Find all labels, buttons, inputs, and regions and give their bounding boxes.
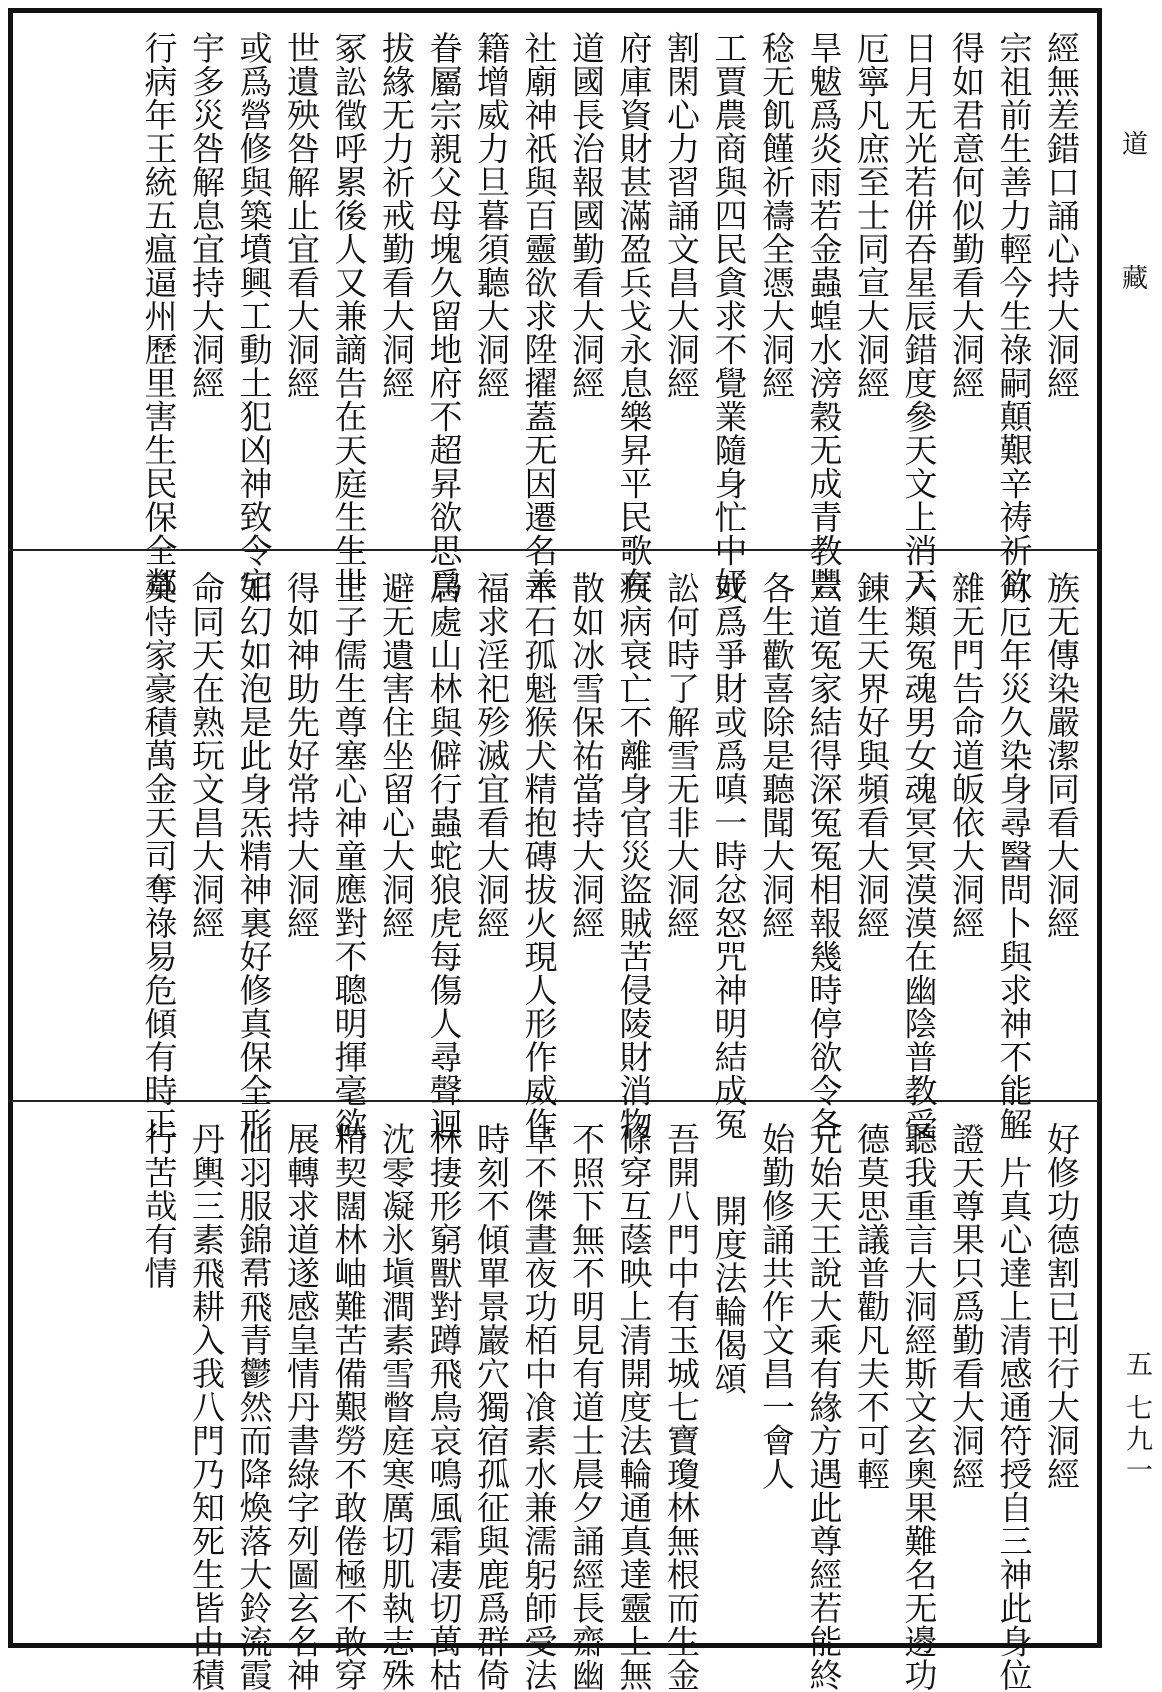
text-column: 一片真心達上清感通符授自三神此身位 bbox=[994, 1122, 1034, 1692]
text-column: 條穿互蔭映上清開度法輪通真達靈上無 bbox=[614, 1122, 654, 1692]
text-register-middle bbox=[13, 553, 1097, 1141]
margin-page-number: 五 七九一 bbox=[1121, 1350, 1152, 1487]
text-column: 始勤修誦共作文昌一會人 bbox=[757, 1122, 796, 1491]
text-column: 開度法輪偈頌 bbox=[709, 1194, 749, 1395]
text-column: 六類冤魂男女魂冥冥漠漠在幽陰普教受 bbox=[899, 571, 939, 1141]
text-column: 族无傳染嚴潔同看大洞經 bbox=[1042, 571, 1081, 940]
text-column: 日月无光若併吞星辰錯度參天文上消天 bbox=[899, 31, 939, 601]
text-column: 月厄年災久染身尋醫問卜與求神不能解 bbox=[994, 571, 1034, 1141]
text-column: 冢訟徵呼累後人又兼謫告在天庭生生世 bbox=[329, 31, 369, 601]
text-column: 好修功德割已刊行大洞經 bbox=[1042, 1122, 1081, 1491]
text-register-bottom bbox=[13, 1104, 1097, 1692]
text-column: 福求淫祀殄滅宜看大洞經 bbox=[472, 571, 511, 940]
text-column: 稔无飢饉祈禱全憑大洞經 bbox=[757, 31, 796, 400]
text-column: 不照下無不明見有道士晨夕誦經長齋幽 bbox=[567, 1122, 606, 1692]
text-column: 得如君意何似勤看大洞經 bbox=[947, 31, 986, 400]
text-column: 眷屬宗親父母塊久留地府不超昇欲思爲 bbox=[424, 31, 464, 601]
text-column: 證天尊果只爲勤看大洞經 bbox=[947, 1122, 986, 1491]
text-column: 得如神助先好常持大洞經 bbox=[282, 571, 321, 940]
text-column: 經無差錯口誦心持大洞經 bbox=[1042, 31, 1081, 400]
margin-title-dao: 道 bbox=[1121, 130, 1148, 160]
text-column: 行病年王統五瘟逼州歷里害生民保全鄰 bbox=[139, 31, 179, 601]
text-column: 吾開八門中有玉城七寶瓊林無根而生金 bbox=[662, 1122, 701, 1692]
text-column: 或爲爭財或爲嗔一時忿怒咒神明結成冤 bbox=[709, 571, 749, 1141]
text-column: 精契闊林岫難苦備艱勞不敢倦極不敢穿 bbox=[329, 1122, 369, 1692]
text-column: 阜不傑晝夜功栢中飡素水兼濡躬師受法 bbox=[519, 1122, 559, 1692]
text-column: 仙羽服錦帬飛青鬱然而降煥落大鈴流霞 bbox=[234, 1122, 274, 1692]
text-column: 命同天在熟玩文昌大洞經 bbox=[187, 571, 226, 940]
margin-title-zang: 藏 bbox=[1121, 264, 1148, 294]
text-column: 工賈農商與四民貪求不覺業隨身忙中好 bbox=[709, 31, 749, 601]
text-column: 籍增威力旦暮須聽大洞經 bbox=[472, 31, 511, 400]
text-column: 拔緣无力祈戒勤看大洞經 bbox=[377, 31, 416, 400]
text-column: 雜无門告命道皈依大洞經 bbox=[947, 571, 986, 940]
text-column: 德莫思議普勸凡夫不可輕 bbox=[852, 1122, 891, 1491]
text-column: 聽我重言大洞經斯文玄奧果難名无邊功 bbox=[899, 1122, 939, 1692]
text-column: 社廟神祇與百靈欲求陞擢蓋无因遷名善 bbox=[519, 31, 559, 601]
text-column: 行苦哉有情 bbox=[139, 1122, 179, 1290]
text-column: 世遺殃咎解止宜看大洞經 bbox=[282, 31, 321, 400]
text-column: 士子儒生尊塞心神童應對不聰明揮毫欲 bbox=[329, 571, 369, 1141]
text-column: 居處山林與僻行蟲蛇狼虎每傷人尋聲迴 bbox=[424, 571, 464, 1141]
text-column: 宗祖前生善力輕今生祿嗣顛艱辛祷祈欲 bbox=[994, 31, 1034, 601]
text-column: 時刻不傾單景巖穴獨宿孤征與鹿爲群倚 bbox=[472, 1122, 511, 1692]
text-column: 割閑心力習誦文昌大洞經 bbox=[662, 31, 701, 400]
text-column: 避无遺害住坐留心大洞經 bbox=[377, 571, 416, 940]
text-column: 或爲營修與築墳興工動土犯凶神致令宅 bbox=[234, 31, 274, 601]
text-column: 六道冤家結得深冤冤相報幾時停欲令各 bbox=[804, 571, 844, 1141]
text-column: 旱魃爲炎雨若金蟲蝗水滂穀无成青教豐 bbox=[804, 31, 844, 601]
text-column: 錬生天界好與頻看大洞經 bbox=[852, 571, 891, 940]
text-column: 林捿形窮獸對蹲飛鳥哀鳴風霜凄切萬枯 bbox=[424, 1122, 464, 1692]
text-column: 如幻如泡是此身炁精神裏好修真保全形 bbox=[234, 571, 274, 1141]
text-column: 展轉求道遂感皇情丹書綠字列圖玄名神 bbox=[282, 1122, 321, 1692]
text-column: 府庫資財甚滿盈兵戈永息樂昇平民歌有 bbox=[614, 31, 654, 601]
text-column: 散如冰雪保祐當持大洞經 bbox=[567, 571, 606, 940]
text-column: 沈零凝氷塡澗素雪瞥庭寒厲切肌執志殊 bbox=[377, 1122, 416, 1692]
text-column: 宇多災咎解息宜持大洞經 bbox=[187, 31, 226, 400]
text-column: 訟何時了解雪无非大洞經 bbox=[662, 571, 701, 940]
text-column: 莫恃家豪積萬金天司奪祿易危傾有時正 bbox=[139, 571, 179, 1141]
text-column: 木石孤魁猴犬精抱磚拔火現人形作威作 bbox=[519, 571, 559, 1141]
text-column: 各生歡喜除是聽聞大洞經 bbox=[757, 571, 796, 940]
text-column: 道國長治報國勤看大洞經 bbox=[567, 31, 606, 400]
text-register-top bbox=[13, 13, 1097, 601]
text-column: 丹輿三素飛耕入我八門乃知死生皆由積 bbox=[187, 1122, 226, 1692]
text-column: 元始天王說大乘有緣方遇此尊經若能終 bbox=[804, 1122, 844, 1692]
text-column: 疾病衰亡不離身官災盜賊苦侵陵財消物 bbox=[614, 571, 654, 1141]
text-column: 厄寧凡庶至士同宣大洞經 bbox=[852, 31, 891, 400]
